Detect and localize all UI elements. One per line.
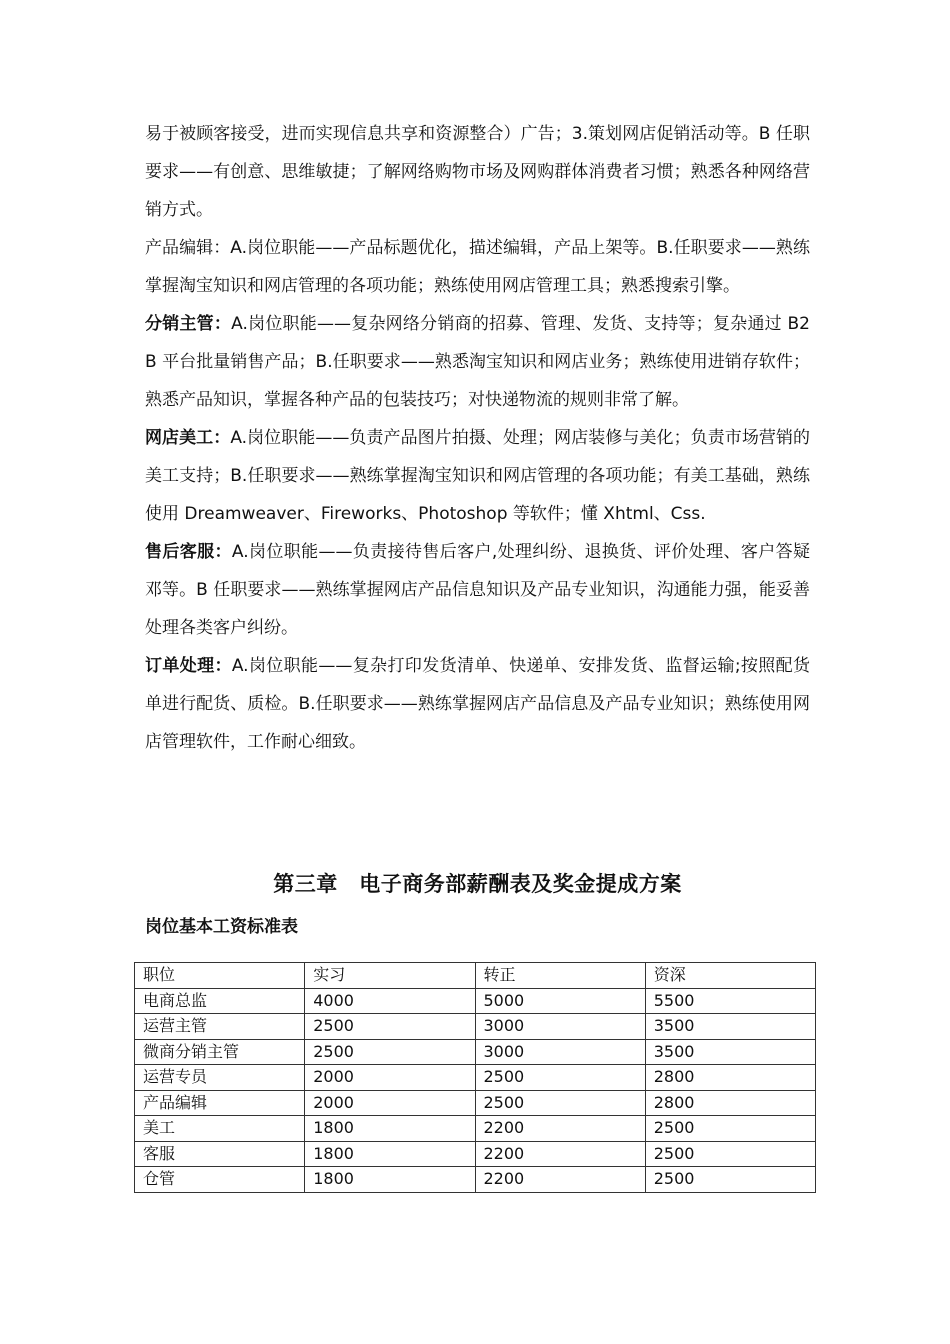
table-cell: 客服 bbox=[135, 1141, 305, 1167]
table-cell: 3000 bbox=[475, 1039, 645, 1065]
table-cell: 3500 bbox=[645, 1014, 815, 1040]
table-cell: 2500 bbox=[305, 1014, 475, 1040]
table-cell: 微商分销主管 bbox=[135, 1039, 305, 1065]
table-row bbox=[135, 1065, 816, 1091]
table-header-row bbox=[135, 963, 816, 989]
table-cell: 电商总监 bbox=[135, 988, 305, 1014]
table-row bbox=[135, 988, 816, 1014]
table-cell: 仓管 bbox=[135, 1167, 305, 1193]
table-cell: 1800 bbox=[305, 1167, 475, 1193]
table-row bbox=[135, 1039, 816, 1065]
table-cell: 2200 bbox=[475, 1167, 645, 1193]
table-cell: 5000 bbox=[475, 988, 645, 1014]
table-cell: 2500 bbox=[475, 1090, 645, 1116]
table-cell: 2500 bbox=[305, 1039, 475, 1065]
table-cell: 1800 bbox=[305, 1116, 475, 1142]
job-descriptions bbox=[145, 115, 810, 761]
table-cell: 4000 bbox=[305, 988, 475, 1014]
paragraph-label: 售后客服： bbox=[145, 542, 232, 562]
table-cell: 2500 bbox=[645, 1141, 815, 1167]
table-cell: 2500 bbox=[645, 1116, 815, 1142]
paragraph-label: 分销主管： bbox=[145, 314, 232, 334]
table-cell: 2800 bbox=[645, 1065, 815, 1091]
table-cell: 运营专员 bbox=[135, 1065, 305, 1091]
paragraph-distribution-manager bbox=[145, 305, 810, 419]
table-cell: 2000 bbox=[305, 1090, 475, 1116]
header-cell: 资深 bbox=[645, 963, 815, 989]
table-cell: 2200 bbox=[475, 1141, 645, 1167]
table-cell: 1800 bbox=[305, 1141, 475, 1167]
header-cell: 转正 bbox=[475, 963, 645, 989]
table-cell: 美工 bbox=[135, 1116, 305, 1142]
paragraph-order-processing bbox=[145, 647, 810, 761]
table-cell: 3500 bbox=[645, 1039, 815, 1065]
table-cell: 5500 bbox=[645, 988, 815, 1014]
table-row bbox=[135, 1116, 816, 1142]
salary-table bbox=[134, 962, 816, 1193]
header-cell: 职位 bbox=[135, 963, 305, 989]
table-cell: 运营主管 bbox=[135, 1014, 305, 1040]
table-title: 岗位基本工资标准表 bbox=[145, 917, 298, 937]
table-cell: 2500 bbox=[475, 1065, 645, 1091]
table-cell: 2500 bbox=[645, 1167, 815, 1193]
header-cell: 实习 bbox=[305, 963, 475, 989]
paragraph-label: 订单处理： bbox=[145, 656, 232, 676]
table-cell: 2800 bbox=[645, 1090, 815, 1116]
paragraph-marketing-cont bbox=[145, 115, 810, 229]
chapter-title: 第三章 电子商务部薪酬表及奖金提成方案 bbox=[273, 872, 682, 896]
paragraph-product-editor bbox=[145, 229, 810, 305]
paragraph-store-designer bbox=[145, 419, 810, 533]
table-row bbox=[135, 1167, 816, 1193]
table-row bbox=[135, 1014, 816, 1040]
table-cell: 2200 bbox=[475, 1116, 645, 1142]
paragraph-text: A.岗位职能——复杂网络分销商的招募、管理、发货、支持等；复杂通过 B2B 平台批量销售产品；B.任职要求——熟悉淘宝知识和网店业务；熟练使用进销存软件；熟悉产品知识，掌握各种产品的包装技巧；对快递物流的规则非常了解。 bbox=[145, 314, 810, 410]
paragraph-text: A.岗位职能——负责产品图片拍摄、处理；网店装修与美化；负责市场营销的美工支持；B.任职要求——熟练掌握淘宝知识和网店管理的各项功能；有美工基础，熟练使用 Dreamweaver、Fireworks、Photoshop 等软件；懂 Xhtml、Css. bbox=[145, 428, 811, 524]
paragraph-label: 网店美工： bbox=[145, 428, 231, 448]
paragraph-text: A.岗位职能——复杂打印发货清单、快递单、安排发货、监督运输;按照配货单进行配货、质检。B.任职要求——熟练掌握网店产品信息及产品专业知识；熟练使用网店管理软件，工作耐心细致。 bbox=[145, 656, 811, 752]
table-cell: 产品编辑 bbox=[135, 1090, 305, 1116]
table-cell: 3000 bbox=[475, 1014, 645, 1040]
table-row bbox=[135, 1141, 816, 1167]
paragraph-text: 易于被顾客接受，进而实现信息共享和资源整合）广告；3.策划网店促销活动等。B 任职要求——有创意、思维敏捷；了解网络购物市场及网购群体消费者习惯；熟悉各种网络营销方式。 bbox=[145, 124, 810, 220]
paragraph-after-sales bbox=[145, 533, 810, 647]
paragraph-text: 产品编辑：A.岗位职能——产品标题优化，描述编辑，产品上架等。B.任职要求——熟练掌握淘宝知识和网店管理的各项功能；熟练使用网店管理工具；熟悉搜索引擎。 bbox=[145, 238, 810, 296]
table-cell: 2000 bbox=[305, 1065, 475, 1091]
table-row bbox=[135, 1090, 816, 1116]
paragraph-text: A.岗位职能——负责接待售后客户,处理纠纷、退换货、评价处理、客户答疑邓等。B 任职要求——熟练掌握网店产品信息知识及产品专业知识，沟通能力强，能妥善处理各类客户纠纷。 bbox=[145, 542, 810, 638]
